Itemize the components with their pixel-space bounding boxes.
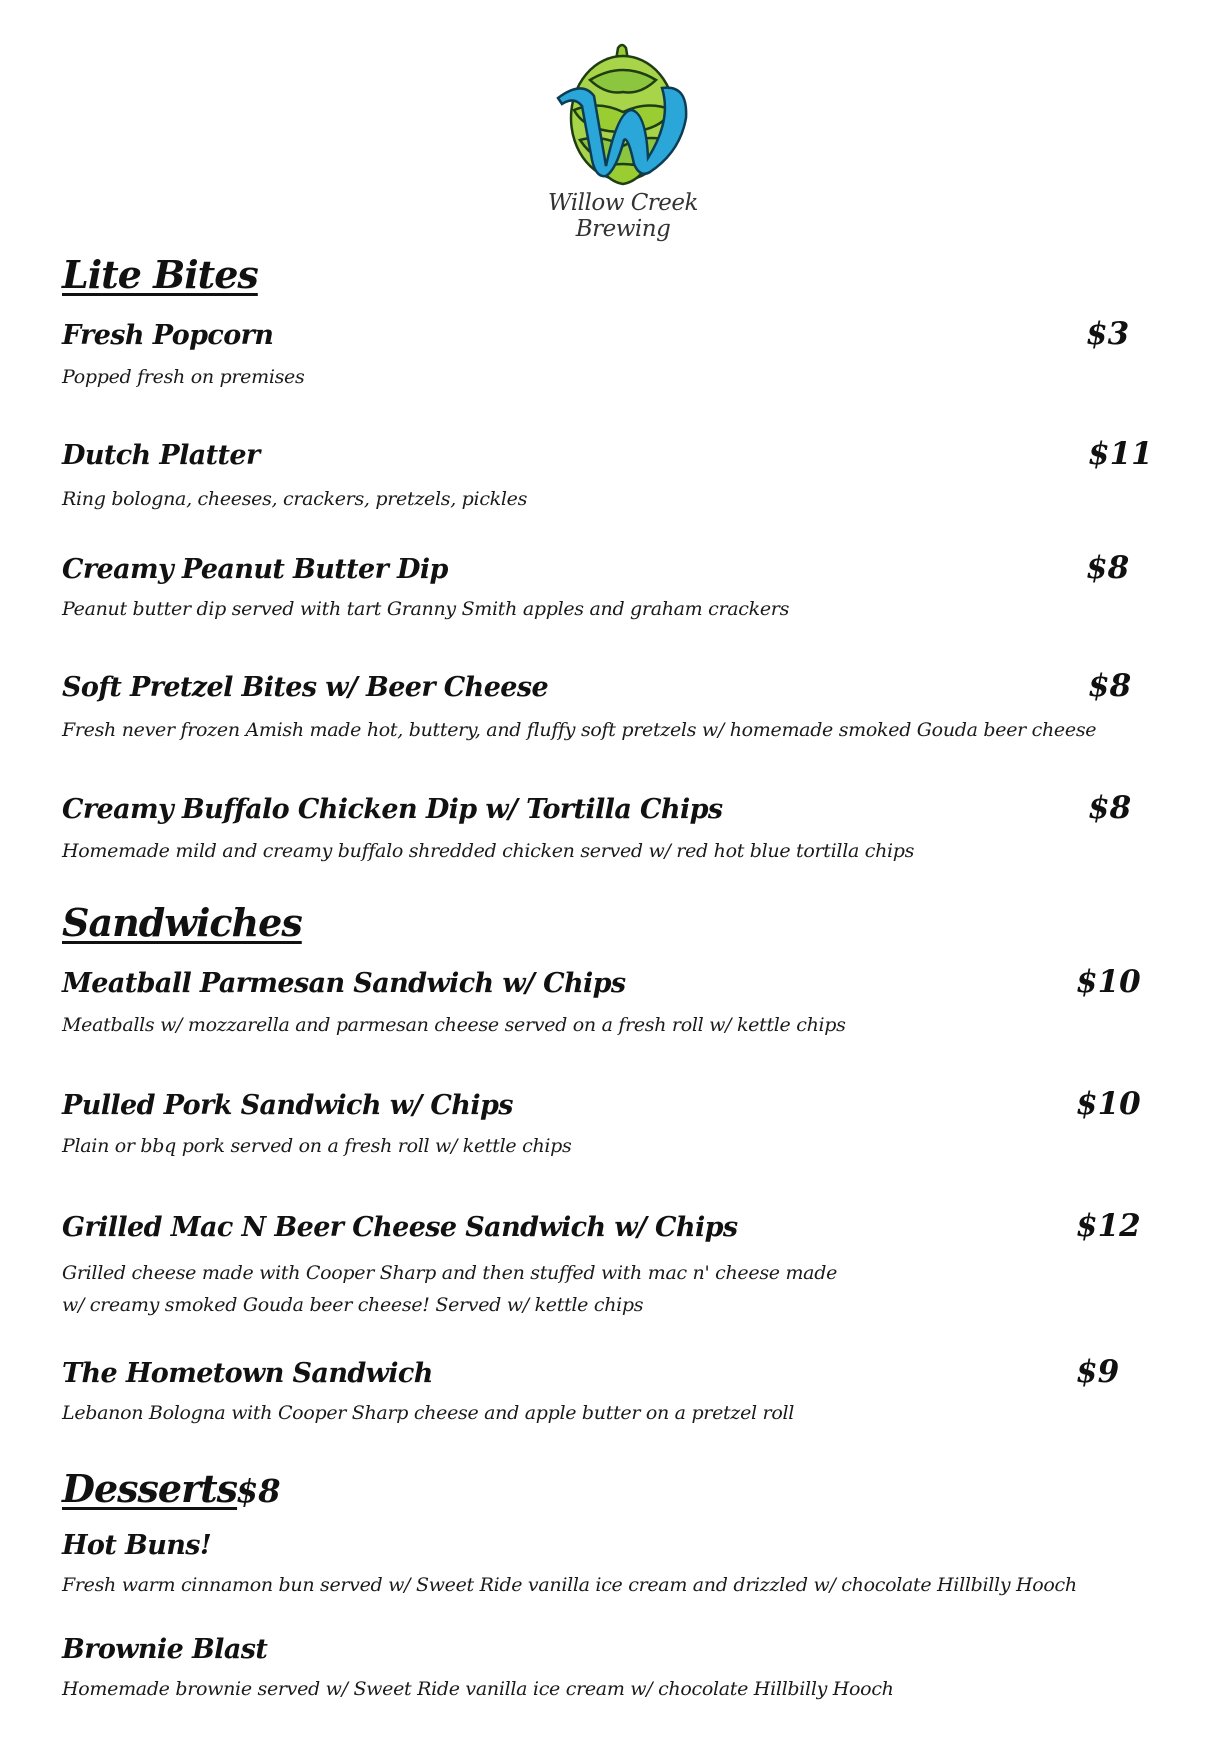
hop-w-icon — [500, 40, 746, 190]
item-price-dutch-platter: $11 — [1088, 436, 1153, 472]
item-price-pretzel-bites: $8 — [1088, 668, 1132, 704]
item-price-grilled-mac: $12 — [1076, 1208, 1141, 1244]
item-price-peanut-butter-dip: $8 — [1086, 550, 1130, 586]
item-price-meatball-parmesan: $10 — [1076, 964, 1141, 1000]
item-desc-hot-buns: Fresh warm cinnamon bun served w/ Sweet Ride vanilla ice cream and drizzled w/ chocolate Hillbilly Hooch — [62, 1574, 1077, 1596]
section-title-lite-bites: Lite Bites — [62, 252, 258, 297]
item-name-hot-buns: Hot Buns! — [62, 1530, 212, 1561]
item-desc-peanut-butter-dip: Peanut butter dip served with tart Granny Smith apples and graham crackers — [62, 598, 790, 620]
section-title-desserts: Desserts — [62, 1466, 238, 1511]
item-name-fresh-popcorn: Fresh Popcorn — [62, 320, 274, 351]
item-name-peanut-butter-dip: Creamy Peanut Butter Dip — [62, 554, 448, 585]
item-desc-grilled-mac-line2: w/ creamy smoked Gouda beer cheese! Served w/ kettle chips — [62, 1294, 644, 1316]
item-desc-brownie-blast: Homemade brownie served w/ Sweet Ride vanilla ice cream w/ chocolate Hillbilly Hooch — [62, 1678, 894, 1700]
item-price-fresh-popcorn: $3 — [1086, 316, 1130, 352]
item-price-pulled-pork: $10 — [1076, 1086, 1141, 1122]
brand-name: Willow Creek Brewing — [548, 190, 698, 242]
item-name-buffalo-dip: Creamy Buffalo Chicken Dip w/ Tortilla Chips — [62, 794, 723, 825]
item-name-pulled-pork: Pulled Pork Sandwich w/ Chips — [62, 1090, 513, 1121]
section-title-sandwiches: Sandwiches — [62, 900, 302, 945]
item-name-brownie-blast: Brownie Blast — [62, 1634, 268, 1665]
item-desc-meatball-parmesan: Meatballs w/ mozzarella and parmesan cheese served on a fresh roll w/ kettle chips — [62, 1014, 846, 1036]
item-name-dutch-platter: Dutch Platter — [62, 440, 260, 471]
item-desc-buffalo-dip: Homemade mild and creamy buffalo shredded chicken served w/ red hot blue tortilla chips — [62, 840, 915, 862]
item-desc-dutch-platter: Ring bologna, cheeses, crackers, pretzels, pickles — [62, 488, 528, 510]
item-desc-pretzel-bites: Fresh never frozen Amish made hot, buttery, and fluffy soft pretzels w/ homemade smoked Gouda beer cheese — [62, 719, 1097, 741]
item-desc-pulled-pork: Plain or bbq pork served on a fresh roll w/ kettle chips — [62, 1135, 572, 1157]
item-name-meatball-parmesan: Meatball Parmesan Sandwich w/ Chips — [62, 968, 626, 999]
item-name-pretzel-bites: Soft Pretzel Bites w/ Beer Cheese — [62, 672, 549, 703]
section-price-desserts: $8 — [236, 1472, 281, 1510]
item-name-grilled-mac: Grilled Mac N Beer Cheese Sandwich w/ Chips — [62, 1212, 738, 1243]
brand-logo — [500, 40, 746, 240]
item-desc-grilled-mac: Grilled cheese made with Cooper Sharp and then stuffed with mac n' cheese made — [62, 1262, 838, 1284]
item-desc-hometown-sandwich: Lebanon Bologna with Cooper Sharp cheese and apple butter on a pretzel roll — [62, 1402, 795, 1424]
item-name-hometown-sandwich: The Hometown Sandwich — [62, 1358, 433, 1389]
item-price-hometown-sandwich: $9 — [1076, 1354, 1120, 1390]
item-desc-fresh-popcorn: Popped fresh on premises — [62, 366, 305, 388]
item-price-buffalo-dip: $8 — [1088, 790, 1132, 826]
